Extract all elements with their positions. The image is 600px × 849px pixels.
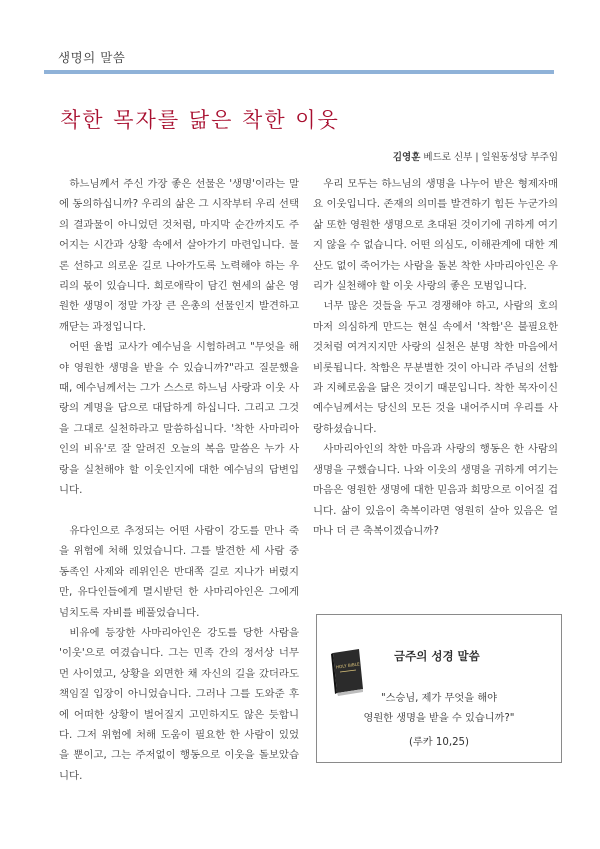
box-title: 금주의 성경 말씀 [394,649,480,663]
section-title: 생명의 말씀 [58,50,126,65]
article-title: 착한 목자를 닮은 착한 이웃 [60,108,340,132]
paragraph: 유다인으로 추정되는 어떤 사람이 강도를 만나 죽을 위험에 처해 있었습니다. 그를 발견한 세 사람 중 동족인 사제와 레위인은 반대쪽 길로 지나가 버렸지만, 유다인들에게 멸시받던 한 사마리아인은 그에게 넘치도록 자비를 베풀었습니다. [59,524,299,619]
header-rule [44,70,554,74]
author-role: 베드로 신부 | 일원동성당 부주임 [420,152,558,163]
paragraph: 하느님께서 주신 가장 좋은 선물은 '생명'이라는 말에 동의하십니까? 우리의 삶은 그 시작부터 우리 선택의 결과물이 아니었던 것처럼, 마지막 순간까지도 주어지는 시간과 상황 속에서 살아가기 마련입니다. 물론 선하고 의로운 길로 나아가도록 노력해야 하는 우리의 몫이 있습니다. 희로애락이 담긴 현세의 삶은 영원한 생명이 정말 가장 큰 은총의 선물인지 발견하고 깨닫는 과정입니다. [59,178,299,333]
left-column [59,174,299,786]
verse-line: "스승님, 제가 무엇을 해야 [380,693,498,704]
verse-line: 영원한 생명을 받을 수 있습니까?" [363,713,515,724]
paragraph: 어떤 율법 교사가 예수님을 시험하려고 "무엇을 해야 영원한 생명을 받을 수 있습니까?"라고 질문했을 때, 예수님께서는 그가 스스로 하느님 사랑과 이웃 사랑의 계명을 답으로 대답하게 하십니다. 그리고 그것을 그대로 실천하라고 말씀하십니다. '착한 사마리아인의 비유'로 잘 알려진 오늘의 복음 말씀은 누가 사랑을 실천해야 할 이웃인지에 대한 예수님의 답변입니다. [59,341,299,497]
paragraph: 우리 모두는 하느님의 생명을 나누어 받은 형제자매요 이웃입니다. 존재의 의미를 발견하기 힘든 누군가의 삶 또한 영원한 생명으로 초대된 것이기에 귀하게 여기지 않을 수 없습니다. 어떤 의심도, 이해관계에 대한 계산도 없이 죽어가는 사람을 돌본 착한 사마리아인은 우리가 실천해야 할 이웃 사랑의 좋은 모범입니다. [313,178,558,293]
paragraph: 비유에 등장한 사마리아인은 강도를 당한 사람을 '이웃'으로 여겼습니다. 그는 민족 간의 정서상 너무 먼 사이였고, 상황을 외면한 채 자신의 길을 갔더라도 책임질 입장이 아니었습니다. 그러나 그를 도와준 후에 어떠한 상황이 벌어질지 고민하지도 않은 듯합니다. 그저 위험에 처해 도움이 필요한 한 사람이 있었을 뿐이고, 그는 주저없이 행동으로 이웃을 돌보았습니다. [59,626,299,782]
author-name: 김영훈 [392,152,421,163]
right-column [313,174,558,541]
weekly-verse-box [316,614,562,763]
paragraph: 너무 많은 것들을 두고 경쟁해야 하고, 사람의 호의마저 의심하게 만드는 현실 속에서 '착함'은 불필요한 것처럼 여겨지지만 사랑의 실천은 분명 착한 마음에서 비롯됩니다. 착함은 무분별한 것이 아니라 주님의 선함과 지혜로움을 닮은 것이기 때문입니다. 착한 목자이신 예수님께서는 당신의 모든 것을 내어주시며 우리를 사랑하셨습니다. [313,300,558,435]
byline [393,149,558,163]
verse-reference: (루카 10,25) [408,737,470,748]
paragraph: 사마리아인의 착한 마음과 사랑의 행동은 한 사람의 생명을 구했습니다. 나와 이웃의 생명을 귀하게 여기는 마음은 영원한 생명에 대한 믿음과 희망으로 이어질 겁니다. 삶이 있음이 축복이라면 영원히 살아 있음은 얼마나 더 큰 축복이겠습니까? [313,443,558,537]
bible-cover-text: HOLY BIBLE [335,661,361,670]
verse-quote [317,689,561,729]
